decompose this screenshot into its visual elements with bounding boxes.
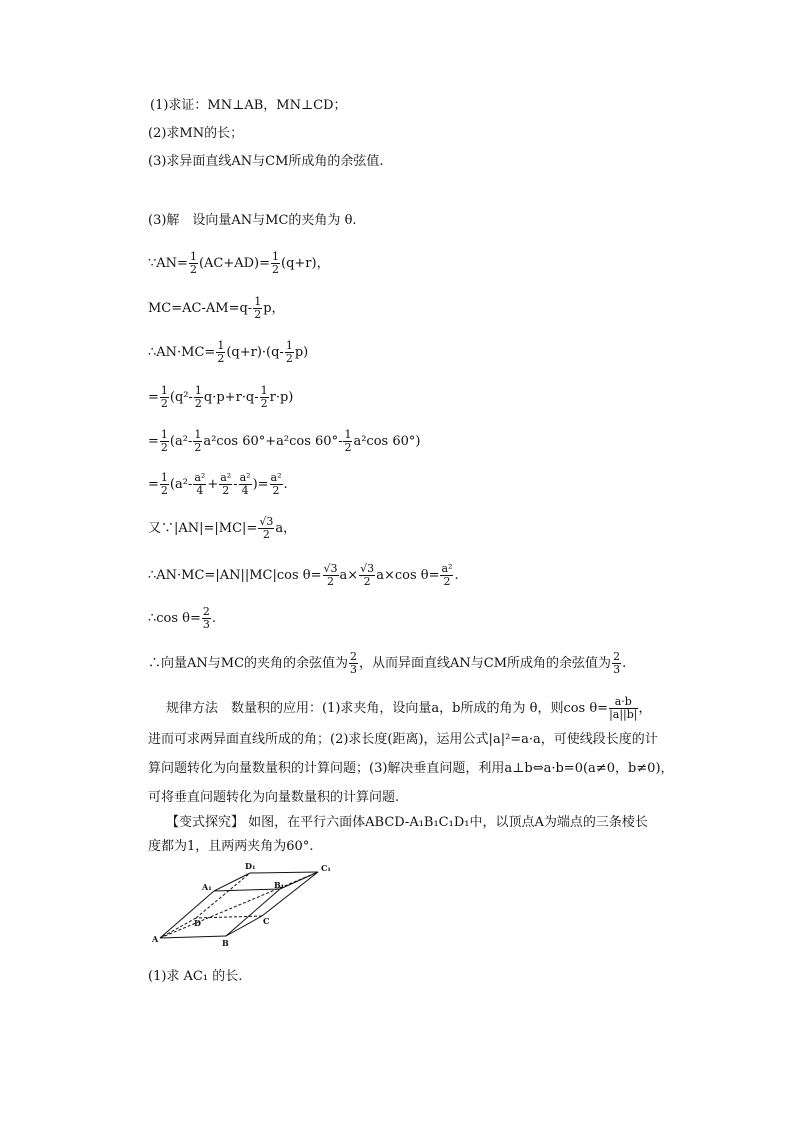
solution-line-9: ∴cos θ= $\frac{2}{3}$ . xyxy=(148,605,217,631)
label-d: D xyxy=(194,918,201,928)
solution-line-10: ∴向量AN与MC的夹角的余弦值为 $\frac{2}{3}$ ，从而异面直线AN与CM所成角的余弦值为 $\frac{2}{3}$ . xyxy=(148,650,627,676)
edge-a1b1 xyxy=(214,889,280,891)
edge-cc1 xyxy=(262,872,318,916)
solution-line-2: MC=AC-AM=q- $\frac{1}{2}$ p， xyxy=(148,295,285,321)
edge-bb1 xyxy=(226,889,280,936)
variant-line-1: 【变式探究】 如图，在平行六面体ABCD-A₁B₁C₁D₁中，以顶点A为端点的三条棱长 xyxy=(166,815,648,830)
solution-line-4: = $\frac{1}{2}$ (q²- $\frac{1}{2}$ q·p+r·q- $\frac{1}{2}$ r·p) xyxy=(148,384,294,410)
question-1: (1)求证：MN⊥AB，MN⊥CD； xyxy=(150,98,347,113)
label-a1: A₁ xyxy=(202,882,212,892)
method-line-2: 进而可求两异面直线所成的角；(2)求长度(距离)，运用公式|a|²=a·a，可使线段长度的计 xyxy=(148,732,658,747)
method-line-4: 可将垂直问题转化为向量数量积的计算问题. xyxy=(148,790,400,805)
label-d1: D₁ xyxy=(245,861,256,871)
edge-aa1 xyxy=(160,891,214,938)
question-2: (2)求MN的长； xyxy=(148,126,244,141)
edge-cd xyxy=(196,916,262,918)
label-b: B xyxy=(222,938,229,948)
solution-line-5: = $\frac{1}{2}$ (a²- $\frac{1}{2}$ a²cos 60°+a²cos 60°- $\frac{1}{2}$ a²cos 60°) xyxy=(148,428,421,454)
label-b1: B₁ xyxy=(274,880,285,890)
solution-line-8: ∴AN·MC=|AN||MC|cos θ= $\frac{√3}{2}$ a× $\frac{√3}{2}$ a×cos θ= $\frac{\text{a²}}{2}$ . xyxy=(148,562,459,588)
edge-bc xyxy=(226,916,262,936)
edge-dd1 xyxy=(196,873,250,918)
label-c1: C₁ xyxy=(321,863,331,873)
question-3: (3)求异面直线AN与CM所成角的余弦值. xyxy=(148,154,384,169)
edge-ab xyxy=(160,936,226,938)
variant-question-1: (1)求 AC₁ 的长. xyxy=(148,969,243,984)
parallelepiped-figure xyxy=(150,858,340,948)
edge-da xyxy=(160,918,196,938)
solution-line-1: ∵AN= $\frac{1}{2}$ (AC+AD)= $\frac{1}{2}$ (q+r)， xyxy=(148,250,330,276)
solution-line-3: ∴AN·MC= $\frac{1}{2}$ (q+r)·(q- $\frac{1}{2}$ p) xyxy=(148,339,309,365)
method-line-1: 规律方法 数量积的应用：(1)求夹角，设向量a，b所成的角为 θ，则cos θ= $\frac{a\cdot b}{|a||b|}$ ， xyxy=(166,695,652,721)
method-line-3: 算问题转化为向量数量积的计算问题；(3)解决垂直问题，利用a⊥b⇔a·b=0(a≠0，b≠0)， xyxy=(148,761,674,776)
solution-line-0: (3)解 设向量AN与MC的夹角为 θ. xyxy=(148,213,357,228)
label-a: A xyxy=(152,934,159,944)
label-c: C xyxy=(263,916,270,926)
solution-line-7: 又∵|AN|=|MC|= $\frac{√3}{2}$ a， xyxy=(148,515,297,541)
solution-line-6: = $\frac{1}{2}$ (a²- $\frac{\text{a²}}{4}$ + $\frac{\text{a²}}{2}$ - $\frac{\text{a²}}{4}$ )= $\frac{\text{a²}}{2}$ . xyxy=(148,471,288,497)
edge-c1d1 xyxy=(250,872,318,873)
variant-line-2: 度都为1，且两两夹角为60°. xyxy=(148,839,314,854)
